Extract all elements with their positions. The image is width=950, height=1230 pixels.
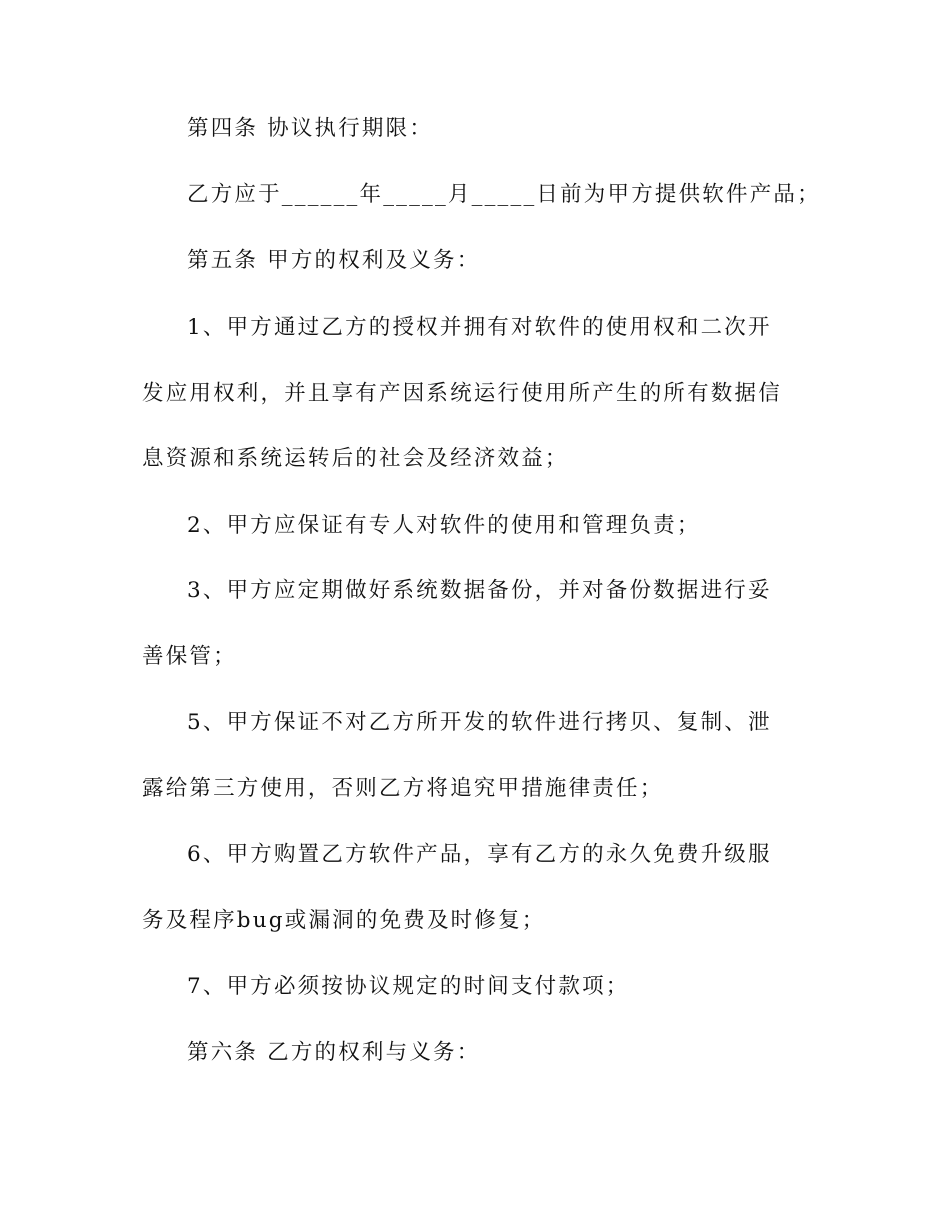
clause-3-line-1: 3、甲方应定期做好系统数据备份，并对备份数据进行妥 — [187, 578, 772, 603]
clause-7: 7、甲方必须按协议规定的时间支付款项； — [187, 974, 630, 999]
clause-1-line-3: 息资源和系统运转后的社会及经济效益； — [142, 446, 569, 471]
clause-5-line-1: 5、甲方保证不对乙方所开发的软件进行拷贝、复制、泄 — [187, 710, 772, 735]
clause-1-line-2: 发应用权利，并且享有产因系统运行使用所产生的所有数据信 — [142, 381, 782, 406]
clause-6-line-1: 6、甲方购置乙方软件产品，享有乙方的永久免费升级服 — [187, 842, 772, 867]
delivery-deadline-clause: 乙方应于______年_____月_____日前为甲方提供软件产品； — [187, 182, 821, 207]
clause-1-line-1: 1、甲方通过乙方的授权并拥有对软件的使用权和二次开 — [187, 315, 772, 340]
clause-6-line-2: 务及程序bug或漏洞的免费及时修复； — [142, 908, 546, 933]
clause-5-line-2: 露给第三方使用，否则乙方将追究甲措施律责任； — [142, 776, 664, 801]
clause-2: 2、甲方应保证有专人对软件的使用和管理负责； — [187, 513, 701, 538]
article-4-heading: 第四条 协议执行期限： — [187, 116, 434, 141]
clause-3-line-2: 善保管； — [142, 644, 237, 669]
article-5-heading: 第五条 甲方的权利及义务： — [187, 248, 481, 273]
article-6-heading: 第六条 乙方的权利与义务： — [187, 1040, 481, 1065]
